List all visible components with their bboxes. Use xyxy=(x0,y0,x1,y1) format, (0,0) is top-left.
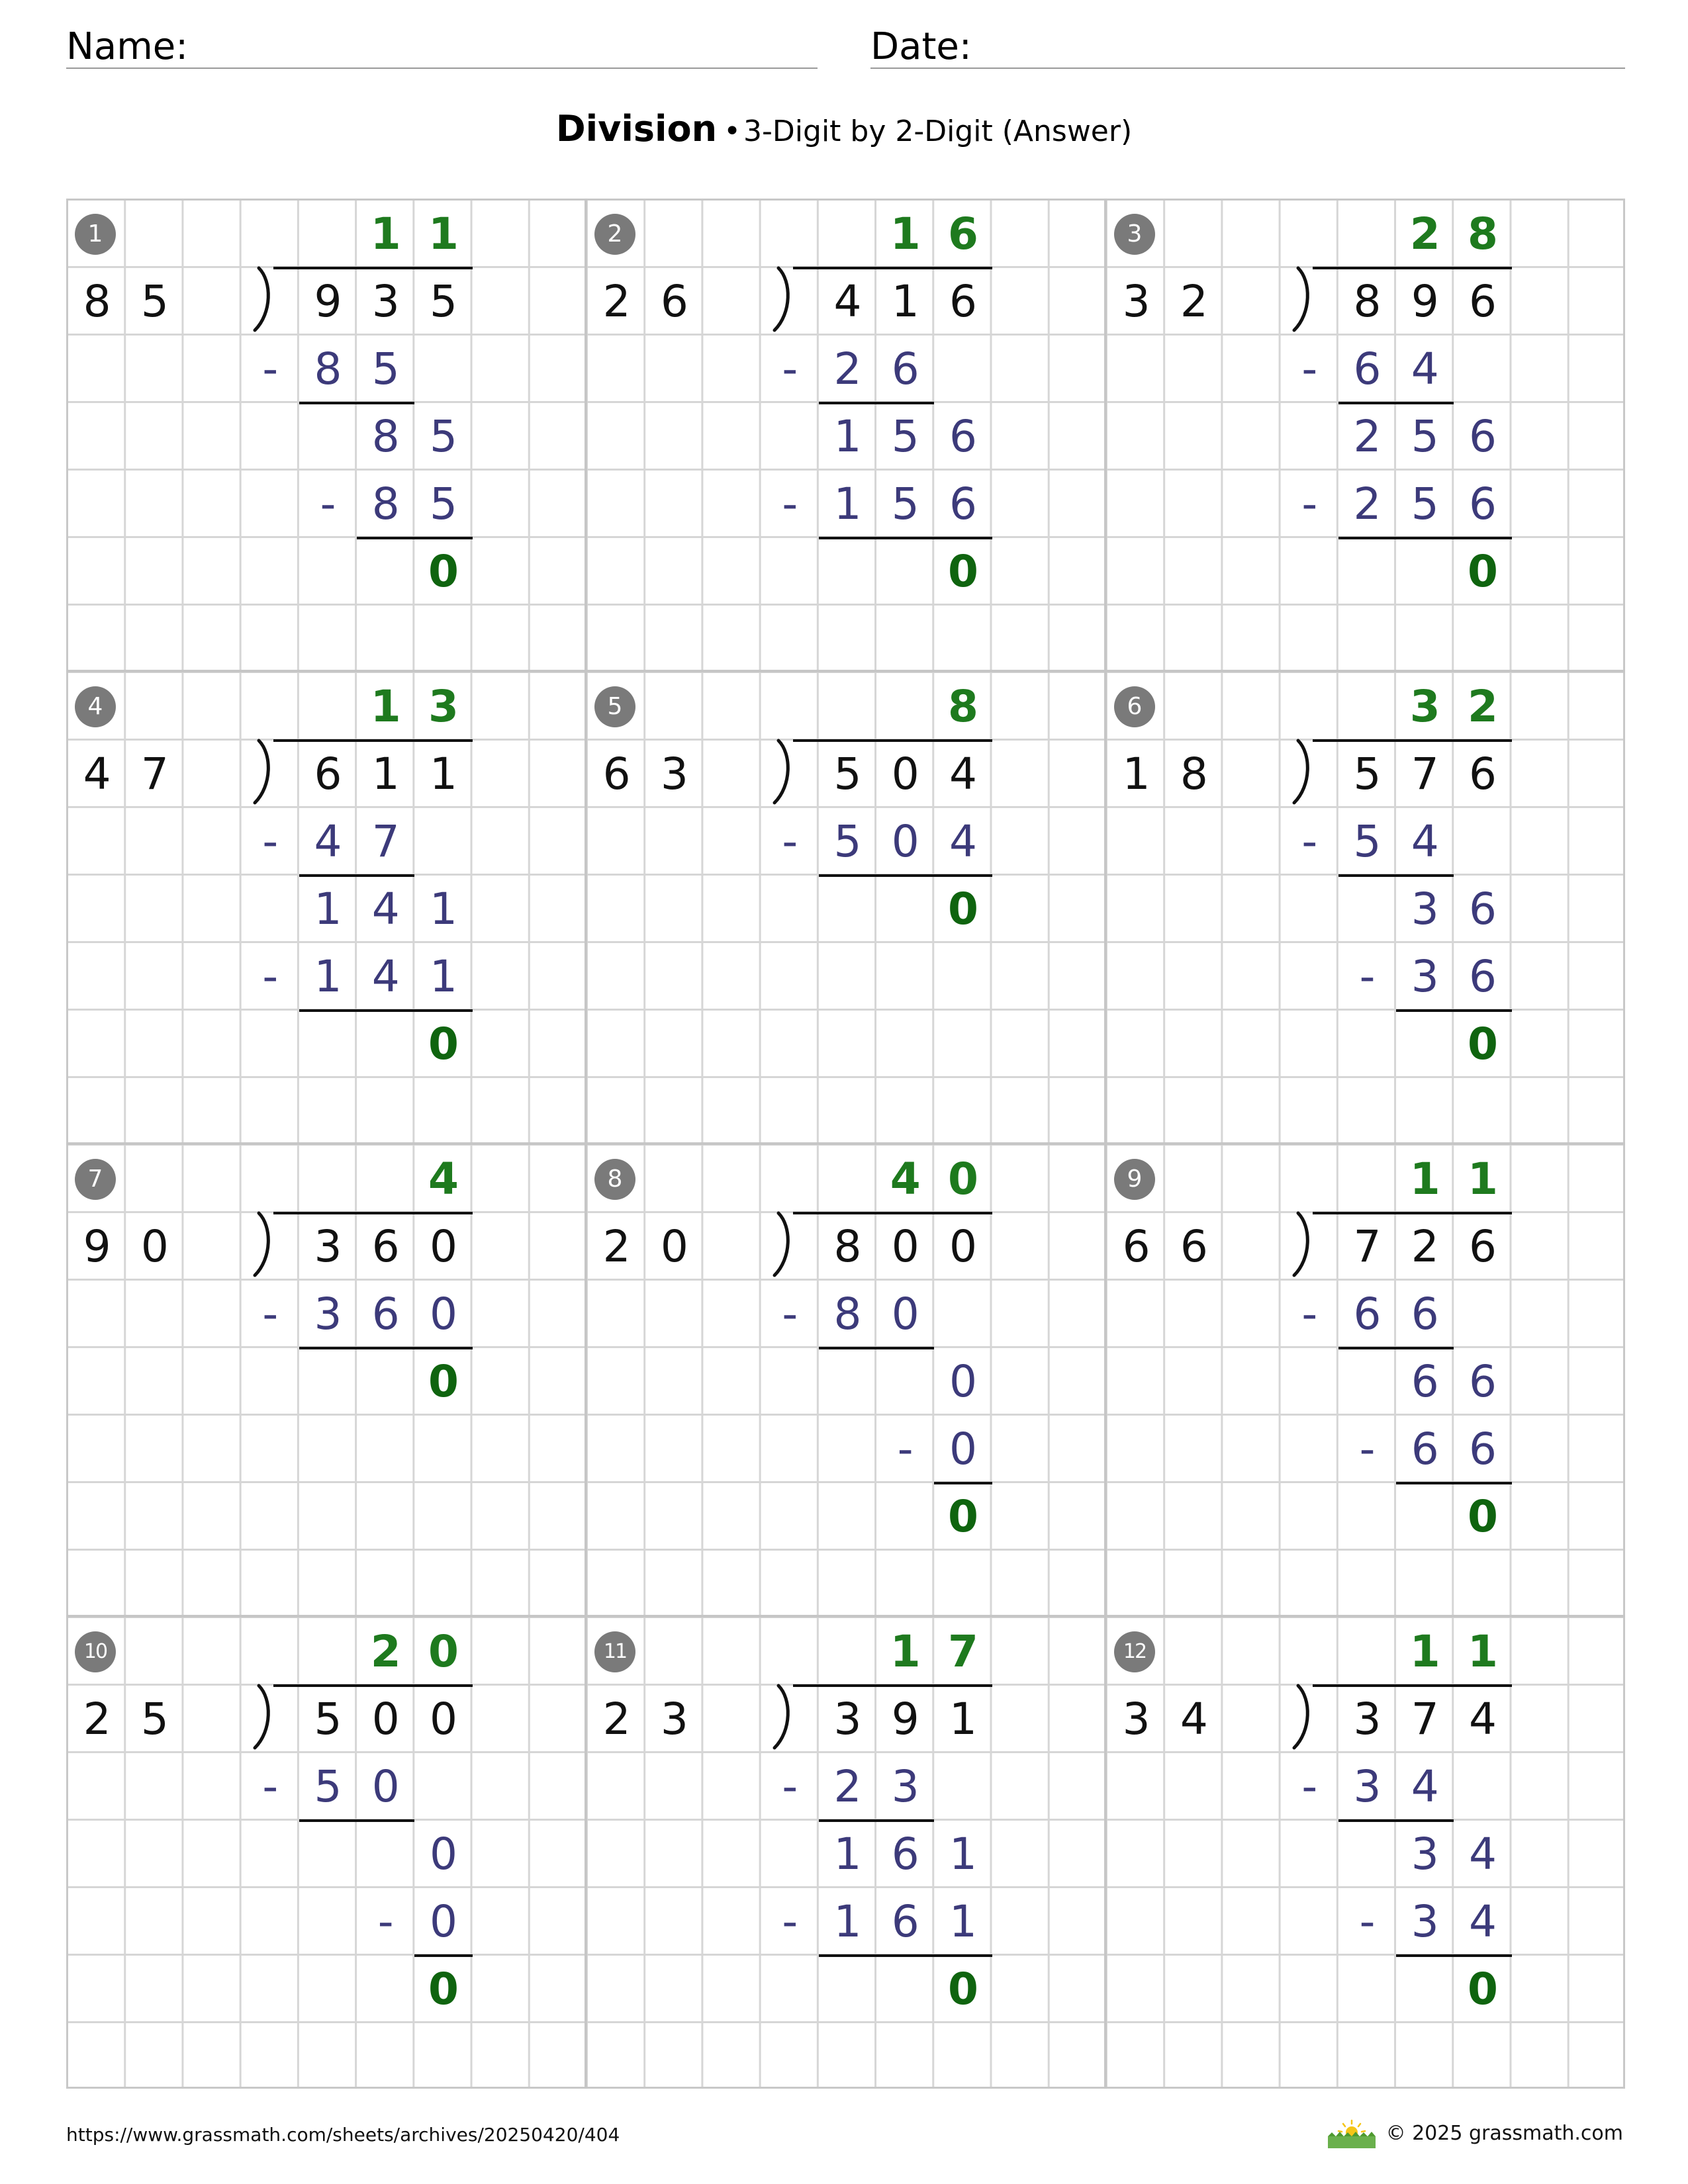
subtract-digit: 5 xyxy=(429,478,457,529)
subtract-digit: 4 xyxy=(949,816,977,867)
subtract-digit: 5 xyxy=(1353,816,1382,867)
footer-url[interactable]: https://www.grassmath.com/sheets/archives/20250420/404 xyxy=(66,2124,620,2146)
final-remainder: 0 xyxy=(428,1019,459,1069)
quotient-digit: 4 xyxy=(428,1154,459,1205)
minus-sign: - xyxy=(782,478,798,529)
title-subtitle: 3-Digit by 2-Digit (Answer) xyxy=(743,114,1133,148)
dividend-digit: 5 xyxy=(1353,749,1382,799)
dividend-digit: 1 xyxy=(371,749,400,799)
dividend-digit: 3 xyxy=(371,276,400,327)
remainder-digit: 1 xyxy=(429,884,457,934)
division-problem xyxy=(68,1146,588,1618)
dividend-digit: 9 xyxy=(891,1694,919,1745)
quotient-digit: 6 xyxy=(947,208,978,259)
final-remainder: 0 xyxy=(1467,546,1498,597)
divisor-digit: 4 xyxy=(83,749,111,799)
final-remainder: 0 xyxy=(947,1491,978,1542)
dividend-digit: 6 xyxy=(371,1221,400,1272)
minus-sign: - xyxy=(1301,478,1318,529)
division-bracket xyxy=(250,1684,287,1751)
dividend-digit: 7 xyxy=(1353,1221,1382,1272)
divisor-digit: 2 xyxy=(602,1221,631,1272)
minus-sign: - xyxy=(262,343,279,394)
dividend-digit: 3 xyxy=(833,1694,862,1745)
dividend-digit: 2 xyxy=(1411,1221,1439,1272)
remainder-digit: 1 xyxy=(833,411,862,462)
remainder-digit: 6 xyxy=(1468,884,1497,934)
final-remainder: 0 xyxy=(428,1964,459,2015)
final-remainder: 0 xyxy=(428,546,459,597)
dividend-digit: 0 xyxy=(429,1694,457,1745)
division-problem xyxy=(68,673,588,1146)
date-label: Date: xyxy=(870,25,972,68)
problem-number-badge: 5 xyxy=(594,686,635,727)
subtraction-line xyxy=(299,1819,414,1822)
quotient-digit: 1 xyxy=(1467,1626,1498,1677)
final-remainder: 0 xyxy=(947,1964,978,2015)
remainder-digit: 4 xyxy=(371,884,400,934)
quotient-digit: 1 xyxy=(1409,1626,1440,1677)
divisor-digit: 3 xyxy=(660,1694,688,1745)
division-problem xyxy=(1107,201,1627,673)
subtract-digit: 6 xyxy=(949,478,977,529)
quotient-digit: 3 xyxy=(428,681,459,732)
final-remainder: 0 xyxy=(1467,1491,1498,1542)
minus-sign: - xyxy=(1301,1289,1318,1340)
subtract-digit: 2 xyxy=(1353,478,1382,529)
divisor-digit: 6 xyxy=(660,276,688,327)
subtract-digit: 1 xyxy=(949,1896,977,1947)
remainder-digit: 6 xyxy=(949,411,977,462)
subtract-digit: 6 xyxy=(1468,478,1497,529)
division-bracket xyxy=(1289,739,1326,805)
subtract-digit: 0 xyxy=(949,1424,977,1475)
problem-number-badge: 9 xyxy=(1114,1159,1155,1200)
divisor-digit: 3 xyxy=(1122,1694,1150,1745)
subtract-digit: 4 xyxy=(314,816,342,867)
problem-number-badge: 4 xyxy=(75,686,116,727)
quotient-digit: 8 xyxy=(947,681,978,732)
problem-number-badge: 7 xyxy=(75,1159,116,1200)
subtract-digit: 4 xyxy=(1411,1761,1439,1812)
subtract-digit: 6 xyxy=(1468,951,1497,1002)
division-bracket xyxy=(769,1212,806,1278)
remainder-digit: 1 xyxy=(949,1829,977,1880)
subtract-digit: 0 xyxy=(891,816,919,867)
dividend-digit: 7 xyxy=(1411,749,1439,799)
problem-number-badge: 10 xyxy=(75,1631,116,1672)
division-bracket xyxy=(769,739,806,805)
page-title xyxy=(0,106,1688,161)
remainder-digit: 0 xyxy=(429,1829,457,1880)
divisor-digit: 5 xyxy=(140,276,169,327)
subtract-digit: 6 xyxy=(891,1896,919,1947)
minus-sign: - xyxy=(1301,1761,1318,1812)
division-problem xyxy=(588,1146,1107,1618)
division-bracket xyxy=(1289,1212,1326,1278)
problem-number-badge: 3 xyxy=(1114,214,1155,255)
division-bracket xyxy=(250,267,287,333)
subtract-digit: 6 xyxy=(1411,1289,1439,1340)
quotient-digit: 3 xyxy=(1409,681,1440,732)
subtract-digit: 1 xyxy=(314,951,342,1002)
dividend-digit: 7 xyxy=(1411,1694,1439,1745)
divisor-digit: 2 xyxy=(1180,276,1208,327)
quotient-digit: 1 xyxy=(1409,1154,1440,1205)
subtract-digit: 5 xyxy=(833,816,862,867)
division-problem xyxy=(1107,673,1627,1146)
dividend-digit: 3 xyxy=(314,1221,342,1272)
final-remainder: 0 xyxy=(428,1356,459,1407)
quotient-digit: 1 xyxy=(890,208,921,259)
subtraction-line xyxy=(819,1347,934,1349)
dividend-digit: 5 xyxy=(833,749,862,799)
name-field[interactable] xyxy=(66,68,818,69)
subtract-digit: 6 xyxy=(1353,1289,1382,1340)
subtract-digit: 0 xyxy=(429,1289,457,1340)
remainder-digit: 1 xyxy=(833,1829,862,1880)
dividend-digit: 1 xyxy=(949,1694,977,1745)
subtract-digit: 8 xyxy=(833,1289,862,1340)
divisor-digit: 0 xyxy=(660,1221,688,1272)
dividend-digit: 0 xyxy=(891,1221,919,1272)
problem-number-badge: 11 xyxy=(594,1631,635,1672)
divisor-digit: 1 xyxy=(1122,749,1150,799)
division-problem xyxy=(588,673,1107,1146)
dividend-digit: 4 xyxy=(1468,1694,1497,1745)
date-field[interactable] xyxy=(870,68,1625,69)
dividend-digit: 3 xyxy=(1353,1694,1382,1745)
subtract-digit: 3 xyxy=(891,1761,919,1812)
division-problem xyxy=(588,201,1107,673)
remainder-digit: 6 xyxy=(1468,1356,1497,1407)
dividend-digit: 9 xyxy=(1411,276,1439,327)
subtract-digit: 4 xyxy=(1468,1896,1497,1947)
subtract-digit: 6 xyxy=(1468,1424,1497,1475)
final-remainder: 0 xyxy=(1467,1019,1498,1069)
subtract-digit: 6 xyxy=(891,343,919,394)
minus-sign: - xyxy=(262,1289,279,1340)
dividend-digit: 1 xyxy=(429,749,457,799)
minus-sign: - xyxy=(262,1761,279,1812)
problem-number-badge: 6 xyxy=(1114,686,1155,727)
dividend-digit: 6 xyxy=(1468,749,1497,799)
divisor-digit: 2 xyxy=(602,1694,631,1745)
divisor-digit: 4 xyxy=(1180,1694,1208,1745)
divisor-digit: 5 xyxy=(140,1694,169,1745)
divisor-digit: 0 xyxy=(140,1221,169,1272)
dividend-digit: 8 xyxy=(833,1221,862,1272)
quotient-digit: 1 xyxy=(370,208,401,259)
remainder-digit: 3 xyxy=(1411,1829,1439,1880)
division-bracket xyxy=(250,1212,287,1278)
subtract-digit: 3 xyxy=(1411,1896,1439,1947)
subtract-digit: 4 xyxy=(371,951,400,1002)
minus-sign: - xyxy=(897,1424,914,1475)
dividend-digit: 6 xyxy=(949,276,977,327)
quotient-digit: 2 xyxy=(1467,681,1498,732)
division-bracket xyxy=(769,267,806,333)
dividend-digit: 5 xyxy=(429,276,457,327)
dividend-digit: 8 xyxy=(1353,276,1382,327)
subtract-digit: 1 xyxy=(833,478,862,529)
problem-number-badge: 8 xyxy=(594,1159,635,1200)
subtract-digit: 3 xyxy=(314,1289,342,1340)
divisor-digit: 2 xyxy=(602,276,631,327)
minus-sign: - xyxy=(1359,951,1376,1002)
subtract-digit: 3 xyxy=(1411,951,1439,1002)
problem-number-badge: 12 xyxy=(1114,1631,1155,1672)
remainder-digit: 6 xyxy=(891,1829,919,1880)
subtract-digit: 5 xyxy=(1411,478,1439,529)
name-label: Name: xyxy=(66,25,189,68)
divisor-digit: 6 xyxy=(1180,1221,1208,1272)
minus-sign: - xyxy=(377,1896,394,1947)
subtract-digit: 5 xyxy=(891,478,919,529)
remainder-digit: 6 xyxy=(1468,411,1497,462)
remainder-digit: 5 xyxy=(891,411,919,462)
subtract-digit: 1 xyxy=(833,1896,862,1947)
dividend-digit: 0 xyxy=(429,1221,457,1272)
dividend-digit: 0 xyxy=(371,1694,400,1745)
dividend-digit: 1 xyxy=(891,276,919,327)
division-bracket xyxy=(769,1684,806,1751)
remainder-digit: 5 xyxy=(429,411,457,462)
footer-copyright: © 2025 grassmath.com xyxy=(1385,2122,1623,2145)
subtract-digit: 2 xyxy=(833,343,862,394)
quotient-digit: 1 xyxy=(1467,1154,1498,1205)
subtract-digit: 6 xyxy=(371,1289,400,1340)
quotient-digit: 7 xyxy=(947,1626,978,1677)
final-remainder: 0 xyxy=(947,884,978,934)
subtract-digit: 2 xyxy=(833,1761,862,1812)
remainder-digit: 6 xyxy=(1411,1356,1439,1407)
minus-sign: - xyxy=(782,816,798,867)
dividend-digit: 5 xyxy=(314,1694,342,1745)
divisor-digit: 6 xyxy=(602,749,631,799)
minus-sign: - xyxy=(262,816,279,867)
dividend-digit: 6 xyxy=(1468,1221,1497,1272)
quotient-digit: 2 xyxy=(370,1626,401,1677)
divisor-digit: 2 xyxy=(83,1694,111,1745)
divisor-digit: 7 xyxy=(140,749,169,799)
subtract-digit: 3 xyxy=(1353,1761,1382,1812)
quotient-digit: 4 xyxy=(890,1154,921,1205)
dividend-digit: 0 xyxy=(891,749,919,799)
problem-number-badge: 1 xyxy=(75,214,116,255)
remainder-digit: 4 xyxy=(1468,1829,1497,1880)
minus-sign: - xyxy=(1301,816,1318,867)
remainder-digit: 1 xyxy=(314,884,342,934)
division-bracket xyxy=(250,739,287,805)
division-problem xyxy=(1107,1618,1627,2091)
dividend-digit: 0 xyxy=(949,1221,977,1272)
title-separator: • xyxy=(724,114,741,148)
divisor-digit: 3 xyxy=(1122,276,1150,327)
remainder-digit: 5 xyxy=(1411,411,1439,462)
divisor-digit: 9 xyxy=(83,1221,111,1272)
minus-sign: - xyxy=(782,1761,798,1812)
dividend-digit: 6 xyxy=(314,749,342,799)
subtract-digit: 4 xyxy=(1411,816,1439,867)
division-problem xyxy=(588,1618,1107,2091)
remainder-digit: 0 xyxy=(949,1356,977,1407)
minus-sign: - xyxy=(320,478,336,529)
subtract-digit: 1 xyxy=(429,951,457,1002)
subtract-digit: 7 xyxy=(371,816,400,867)
minus-sign: - xyxy=(782,1289,798,1340)
quotient-digit: 8 xyxy=(1467,208,1498,259)
division-bracket xyxy=(1289,267,1326,333)
subtract-digit: 5 xyxy=(371,343,400,394)
quotient-digit: 1 xyxy=(428,208,459,259)
final-remainder: 0 xyxy=(1467,1964,1498,2015)
dividend-digit: 4 xyxy=(949,749,977,799)
subtract-digit: 0 xyxy=(891,1289,919,1340)
minus-sign: - xyxy=(1359,1896,1376,1947)
quotient-digit: 0 xyxy=(428,1626,459,1677)
minus-sign: - xyxy=(262,951,279,1002)
divisor-digit: 3 xyxy=(660,749,688,799)
dividend-digit: 6 xyxy=(1468,276,1497,327)
subtract-digit: 6 xyxy=(1411,1424,1439,1475)
remainder-digit: 2 xyxy=(1353,411,1382,462)
minus-sign: - xyxy=(1301,343,1318,394)
division-bracket xyxy=(1289,1684,1326,1751)
remainder-digit: 8 xyxy=(371,411,400,462)
quotient-digit: 1 xyxy=(370,681,401,732)
title-main: Division xyxy=(555,108,718,150)
grass-sun-logo-icon xyxy=(1325,2115,1378,2150)
quotient-digit: 0 xyxy=(947,1154,978,1205)
subtract-digit: 6 xyxy=(1353,343,1382,394)
quotient-digit: 2 xyxy=(1409,208,1440,259)
division-problem xyxy=(68,1618,588,2091)
subtract-digit: 0 xyxy=(371,1761,400,1812)
final-remainder: 0 xyxy=(947,546,978,597)
minus-sign: - xyxy=(1359,1424,1376,1475)
division-problem xyxy=(68,201,588,673)
dividend-digit: 4 xyxy=(833,276,862,327)
subtract-digit: 5 xyxy=(314,1761,342,1812)
subtract-digit: 8 xyxy=(371,478,400,529)
minus-sign: - xyxy=(782,343,798,394)
divisor-digit: 8 xyxy=(1180,749,1208,799)
subtract-digit: 8 xyxy=(314,343,342,394)
divisor-digit: 8 xyxy=(83,276,111,327)
dividend-digit: 9 xyxy=(314,276,342,327)
quotient-digit: 1 xyxy=(890,1626,921,1677)
subtract-digit: 4 xyxy=(1411,343,1439,394)
problem-number-badge: 2 xyxy=(594,214,635,255)
minus-sign: - xyxy=(782,1896,798,1947)
divisor-digit: 6 xyxy=(1122,1221,1150,1272)
subtract-digit: 0 xyxy=(429,1896,457,1947)
division-problem xyxy=(1107,1146,1627,1618)
remainder-digit: 3 xyxy=(1411,884,1439,934)
